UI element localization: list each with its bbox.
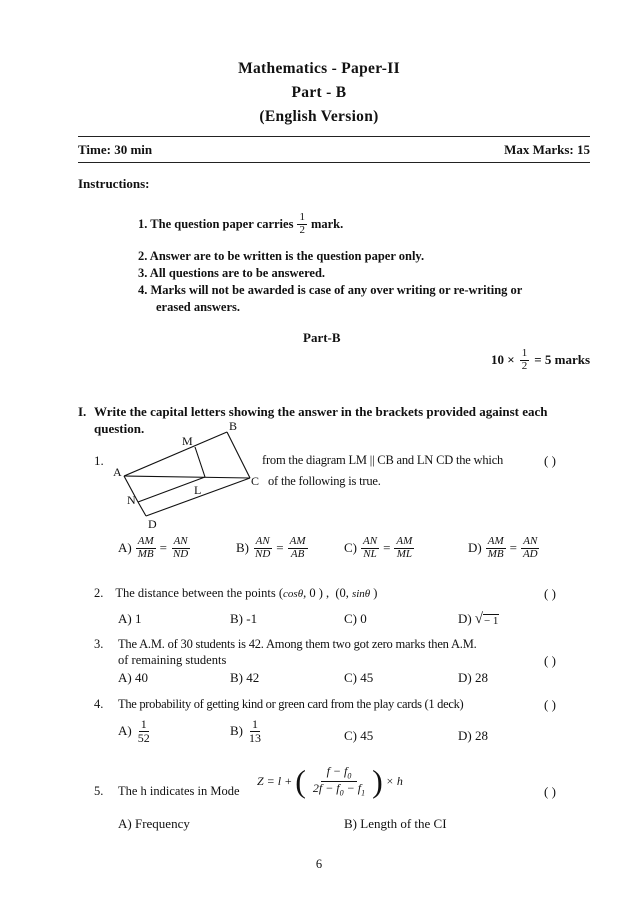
- page-number: 6: [315, 857, 323, 871]
- q4-text: The probability of getting kind or green card from the play cards (1 deck): [118, 697, 464, 711]
- part-b-marks: 10 × $\frac{1}{2}$ = 5 marks: [491, 347, 590, 372]
- label-L: L: [194, 483, 202, 497]
- q2-option-d-value: − 1: [483, 614, 499, 627]
- q4-answer-bracket[interactable]: ( ): [544, 697, 556, 712]
- paper-part: Part - B: [291, 84, 347, 101]
- section-instruction-cont: question.: [94, 421, 145, 436]
- right-paren-icon: ): [372, 763, 383, 800]
- q2-sin: sinθ: [351, 587, 371, 600]
- q2-option-c[interactable]: C) 0: [344, 611, 367, 626]
- sqrt-icon: √ − 1: [474, 610, 499, 627]
- option-fraction: $\frac{AN}{ND}$: [255, 535, 271, 560]
- line-AB: [124, 432, 227, 476]
- q3-option-b[interactable]: B) 42: [230, 670, 260, 685]
- option-fraction: $\frac{AM}{AB}$: [289, 535, 306, 560]
- q1-option-d[interactable]: D) $\frac{AM}{MB}$ = $\frac{AN}{AD}$: [468, 535, 538, 560]
- instruction-1-suffix: mark.: [310, 216, 344, 231]
- q1-option-b[interactable]: B) $\frac{AN}{ND}$ = $\frac{AM}{AB}$: [236, 535, 306, 560]
- q4-option-c[interactable]: C) 45: [344, 728, 374, 743]
- q3-text: The A.M. of 30 students is 42. Among them two got zero marks then A.M.: [118, 637, 477, 651]
- q3-number: 3.: [94, 637, 104, 651]
- option-fraction: $\frac{AM}{ML}$: [396, 535, 413, 560]
- instruction-2: 2. Answer are to be written is the question paper only.: [138, 249, 425, 263]
- q3-option-a[interactable]: A) 40: [118, 670, 148, 685]
- instructions-heading: Instructions:: [78, 176, 150, 191]
- q1-answer-bracket[interactable]: ( ): [544, 453, 556, 468]
- paper-version: (English Version): [259, 108, 379, 125]
- line-BC: [227, 432, 250, 478]
- bottom-rule: [78, 162, 590, 163]
- q2-option-d[interactable]: D) √ − 1: [458, 610, 499, 627]
- q1-option-a[interactable]: A) $\frac{AM}{MB}$ = $\frac{AN}{ND}$: [118, 535, 189, 560]
- instruction-1: [138, 212, 343, 236]
- q2-question: 2. The distance between the points ( cosθ , 0 ) , (0, sinθ ): [94, 586, 378, 600]
- q3-option-d[interactable]: D) 28: [458, 670, 488, 685]
- q1-option-c[interactable]: C) $\frac{AN}{NL}$ = $\frac{AM}{ML}$: [344, 535, 413, 560]
- q3-answer-bracket[interactable]: ( ): [544, 653, 556, 668]
- q2-answer-bracket[interactable]: ( ): [544, 586, 556, 601]
- line-ND: [138, 502, 146, 516]
- option-fraction: $\frac{AM}{MB}$: [487, 535, 504, 560]
- instruction-3: 3. All questions are to be answered.: [138, 266, 326, 280]
- part-b-heading: Part-B: [303, 330, 341, 345]
- q5-text: The h indicates in Mode: [118, 784, 240, 798]
- q5-option-a[interactable]: A) Frequency: [118, 816, 190, 831]
- q1-number: 1.: [94, 453, 104, 468]
- label-C: C: [251, 474, 260, 488]
- instruction-4-cont: erased answers.: [156, 300, 241, 314]
- top-rule: [78, 136, 590, 137]
- q1-diagram: [110, 418, 270, 536]
- q5-number: 5.: [94, 784, 104, 798]
- label-A: A: [113, 465, 122, 479]
- line-ML: [195, 447, 205, 477]
- option-fraction: $\frac{AN}{AD}$: [522, 535, 538, 560]
- instruction-1-text: 1. The question paper carries: [138, 216, 294, 231]
- q4-number: 4.: [94, 697, 104, 711]
- option-fraction: $\frac{AN}{NL}$: [363, 535, 378, 560]
- q3-text-cont: of remaining students: [118, 653, 227, 667]
- line-AC: [124, 476, 250, 478]
- q1-text-cont: of the following is true.: [268, 474, 381, 488]
- paper-title: Mathematics - Paper-II: [238, 60, 400, 77]
- q5-formula-fraction: $\frac{f - f_0}{2f - f_0 - f_1}$: [312, 764, 366, 798]
- option-fraction: $\frac{AN}{ND}$: [172, 535, 189, 560]
- q5-formula: Z = l + ( $\frac{f - f_0}{2f - f_0 - f_1}$ ) × h: [257, 763, 403, 800]
- q2-option-a[interactable]: A) 1: [118, 611, 142, 626]
- option-fraction: $\frac{AM}{MB}$: [137, 535, 154, 560]
- q5-answer-bracket[interactable]: ( ): [544, 784, 556, 799]
- time-label: Time: 30 min: [78, 142, 153, 157]
- q2-option-b[interactable]: B) -1: [230, 611, 258, 626]
- max-marks-label: Max Marks: 15: [504, 142, 590, 157]
- q2-number: 2.: [94, 586, 104, 600]
- label-N: N: [127, 493, 136, 507]
- q5-option-b[interactable]: B) Length of the CI: [344, 816, 447, 831]
- instruction-4: 4. Marks will not be awarded is case of any over writing or re-writing or: [138, 283, 523, 297]
- equals-sign: =: [276, 540, 284, 556]
- q1-text: from the diagram LM || CB and LN CD the which: [262, 453, 504, 467]
- marks-fraction: $\frac{1}{2}$: [521, 347, 528, 372]
- left-paren-icon: (: [295, 763, 306, 800]
- q4-option-a[interactable]: A) $\frac{1}{52}$: [118, 717, 150, 745]
- label-B: B: [229, 419, 238, 433]
- label-M: M: [182, 434, 193, 448]
- label-D: D: [148, 517, 157, 531]
- q4-option-d[interactable]: D) 28: [458, 728, 488, 743]
- equals-sign: =: [383, 540, 391, 556]
- q4-option-b[interactable]: B) $\frac{1}{13}$: [230, 717, 261, 745]
- section-instruction: Write the capital letters showing the answer in the brackets provided against each: [94, 404, 548, 419]
- q3-option-c[interactable]: C) 45: [344, 670, 374, 685]
- equals-sign: =: [159, 540, 167, 556]
- q2-cos: cosθ: [283, 587, 304, 600]
- section-roman: I.: [78, 404, 87, 419]
- half-fraction: $\frac{1}{2}$: [299, 211, 305, 236]
- equals-sign: =: [509, 540, 517, 556]
